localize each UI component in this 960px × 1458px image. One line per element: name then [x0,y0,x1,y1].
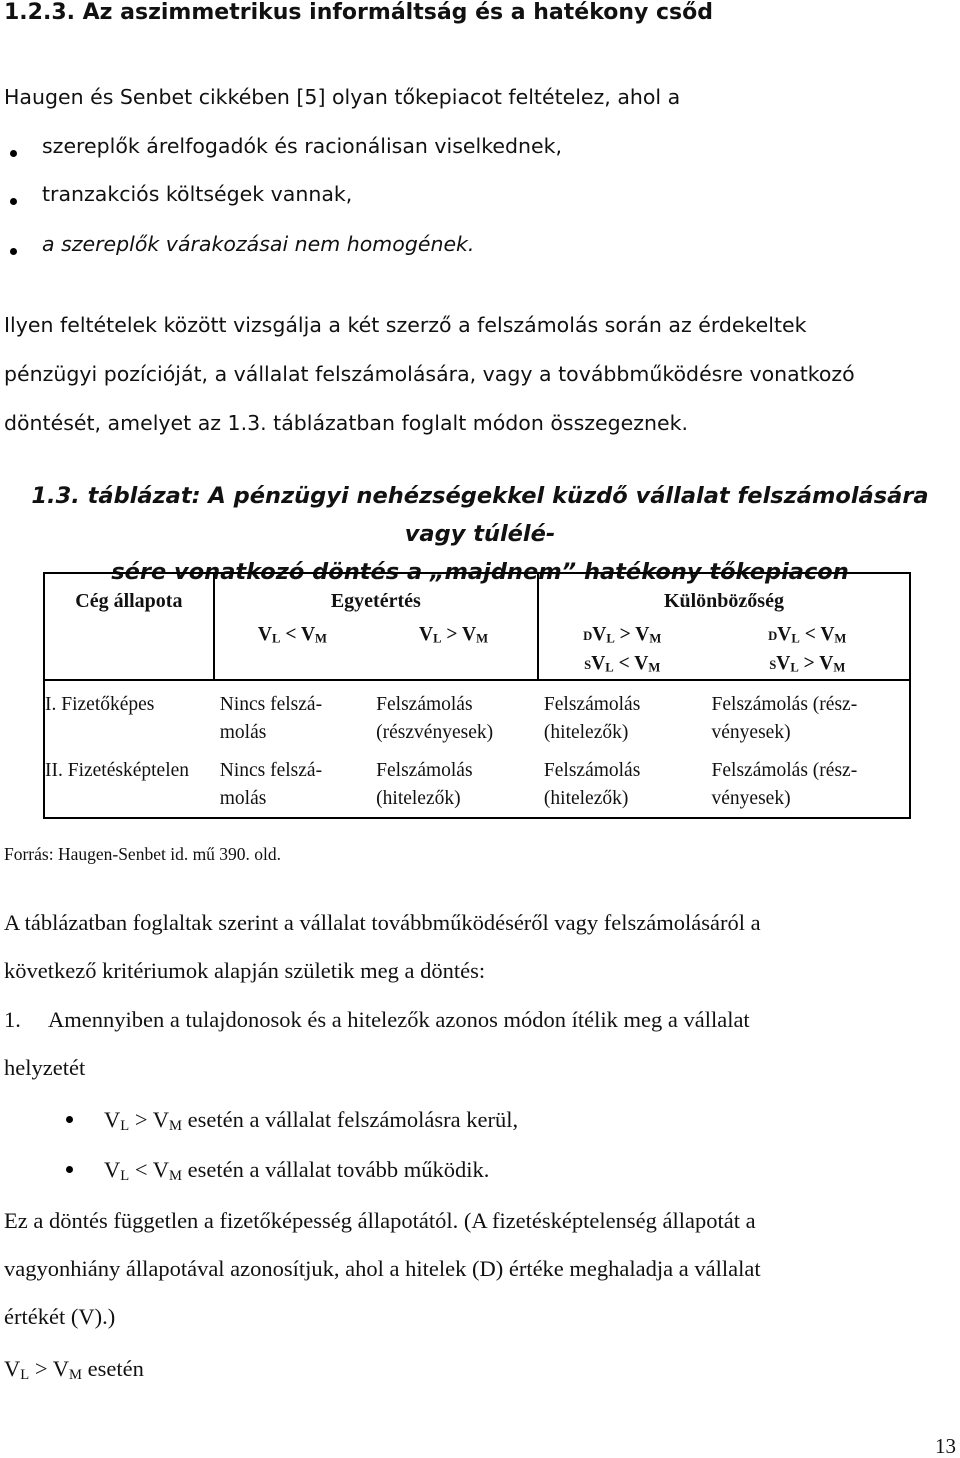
paragraph-line: Amennyiben a tulajdonosok és a hitelezők azonos módon ítélik meg a vállalat [48,1007,750,1032]
paragraph-line: pénzügyi pozícióját, a vállalat felszámolására, vagy a továbbműködésre vonatkozó [4,362,855,386]
list-item: tranzakciós költségek vannak, [42,182,353,206]
table-cell: Felszámolás (hitelezők) [538,751,706,818]
bullet-icon [10,150,17,157]
item-number: 1. [4,1007,21,1032]
caption-line: sére vonatkozó döntés a „majdnem” hatékony tőkepiacon [111,559,849,585]
paragraph-line: vagyonhiány állapotával azonosítjuk, ahol a hitelek (D) értéke meghaladja a vállalat [4,1256,761,1281]
condition-vl-gt-vm: $V_L > V_M$ [370,619,538,680]
paragraph-line: helyzetét [4,1055,86,1080]
table-cell: Felszámolás (rész- vényesek) [706,680,910,751]
paragraph-line: döntését, amelyet az 1.3. táblázatban foglalt módon összegeznek. [4,411,688,435]
list-item: $V_L > V_M$ esetén a vállalat felszámolásra kerül, [104,1107,519,1134]
table-row [44,680,910,751]
list-item: a szereplők várakozásai nem homogének. [42,232,475,256]
section-heading: 1.2.3. Az aszimmetrikus informáltság és a hatékony csőd [4,0,714,25]
condition-d-gt-s-lt: $DV_L > V_M$ $SV_L < V_M$ [538,619,706,680]
paragraph-line: Ilyen feltételek között vizsgálja a két szerző a felszámolás során az érdekeltek [4,313,807,337]
paragraph-line: A táblázatban foglaltak szerint a vállalat továbbműködéséről vagy felszámolásáról a [4,910,761,935]
page-number: 13 [935,1434,956,1458]
state-cell: II. Fizetésképtelen [44,751,214,818]
table-cell: Felszámolás (hitelezők) [370,751,538,818]
bullet-icon [10,248,17,255]
bullet-icon [66,1116,73,1123]
table-condition-row [44,619,910,680]
paragraph-line: értékét (V).) [4,1304,116,1329]
empty-cell [44,619,214,680]
caption-line: 1.3. táblázat: A pénzügyi nehézségekkel küzdő vállalat felszámolására vagy túlélé- [31,483,929,547]
table-cell: Felszámolás (részvényesek) [376,694,494,743]
list-item: szereplők árelfogadók és racionálisan viselkednek, [42,134,562,158]
table-source: Forrás: Haugen-Senbet id. mű 390. old. [4,844,282,864]
decision-table [43,572,911,819]
intro-paragraph: Haugen és Senbet cikkében [5] olyan tőkepiacot feltételez, ahol a [4,85,681,109]
table-cell: Nincs felszá- molás [219,694,323,743]
condition-line: $V_L > V_M$ esetén [4,1356,144,1383]
list-item: $V_L < V_M$ esetén a vállalat tovább működik. [104,1157,490,1184]
header-difference: Különbözőség [538,573,910,619]
header-agreement: Egyetértés [214,573,538,619]
condition-d-lt-s-gt: $DV_L < V_M$ $SV_L > V_M$ [706,619,910,680]
table-cell: Felszámolás (hitelezők) [543,694,641,743]
paragraph-line: következő kritériumok alapján születik meg a döntés: [4,958,486,983]
bullet-icon [10,198,17,205]
header-company-state: Cég állapota [44,573,214,619]
condition-vl-lt-vm: $V_L < V_M$ [214,619,370,680]
table-cell: Felszámolás (rész- vényesek) [706,751,910,818]
paragraph-line: Ez a döntés független a fizetőképesség állapotától. (A fizetésképtelenség állapotát a [4,1208,756,1233]
table-header-row [44,573,910,619]
state-cell: I. Fizetőképes [44,680,214,751]
table-row [44,751,910,818]
table-cell: Nincs felszá- molás [214,751,370,818]
bullet-icon [66,1166,73,1173]
